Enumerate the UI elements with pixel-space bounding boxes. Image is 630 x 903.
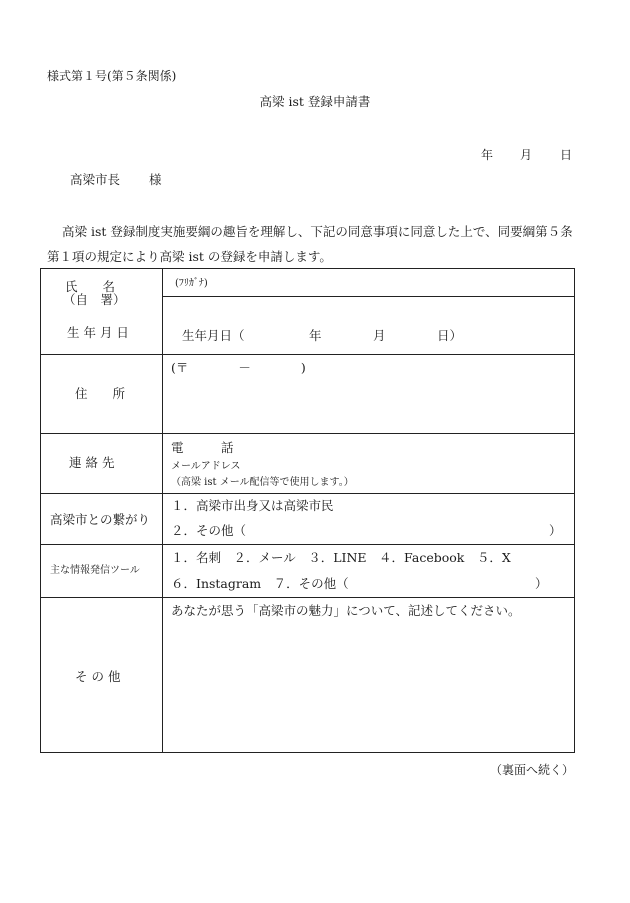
email-field-label: メールアドレス [171,461,241,472]
name-label: 氏 名 [65,279,116,294]
addressee: 高梁市長 [70,172,121,187]
birthdate-prefix: 生年月日（ [182,328,245,343]
birthdate-month: 月 [373,328,386,343]
continued-overleaf-note: （裏面へ続く） [489,763,574,777]
row-divider-contact [41,493,574,494]
row-divider-tools [41,597,574,598]
tools-options-row-1[interactable]: １．名刺 ２．メール ３．LINE ４．Facebook ５．X [171,550,511,565]
connection-option-2[interactable]: ２．その他（ [171,523,247,538]
postal-code-field[interactable]: (〒 － ) [171,360,306,375]
addressee-honorific: 様 [149,172,162,187]
tools-label: 主な情報発信ツール [50,565,140,576]
connection-option-1[interactable]: １．高梁市出身又は高梁市民 [171,498,334,513]
intro-line-1: 高梁 ist 登録制度実施要綱の趣旨を理解し、下記の同意事項に同意した上で、同要綱第５条 [62,224,573,239]
address-label: 住 所 [75,386,126,401]
signature-label: （自 署） [63,292,126,307]
row-divider-connection [41,544,574,545]
birthdate-year: 年 [309,328,322,343]
furigana-divider [162,296,574,297]
birthdate-label: 生 年 月 日 [67,325,129,340]
tools-options-row-2-close: ） [535,576,548,591]
furigana-field[interactable]: (ﾌﾘｶﾞﾅ) [175,278,208,289]
connection-label: 高梁市との繋がり [50,512,151,527]
form-number: 様式第１号(第５条関係) [47,69,177,83]
other-label: そ の 他 [75,669,121,684]
date-day-label: 日 [560,148,573,162]
column-divider [162,269,163,752]
appeal-prompt: あなたが思う「高梁市の魅力」について、記述してください。 [171,603,521,618]
row-divider-address [41,433,574,434]
contact-label: 連 絡 先 [69,455,115,470]
date-year-label: 年 [481,148,494,162]
row-divider-name [41,354,574,355]
document-title: 高梁 ist 登録申請書 [259,94,371,109]
application-form-table [40,268,575,753]
birthdate-day: 日） [437,328,463,343]
date-month-label: 月 [520,148,533,162]
tools-options-row-2[interactable]: ６．Instagram ７．その他（ [171,576,349,591]
connection-option-2-close: ） [549,523,562,538]
email-usage-note: （高梁 ist メール配信等で使用します。） [171,477,354,488]
phone-field-label: 電 話 [171,440,234,455]
intro-line-2: 第１項の規定により高梁 ist の登録を申請します。 [47,249,332,264]
